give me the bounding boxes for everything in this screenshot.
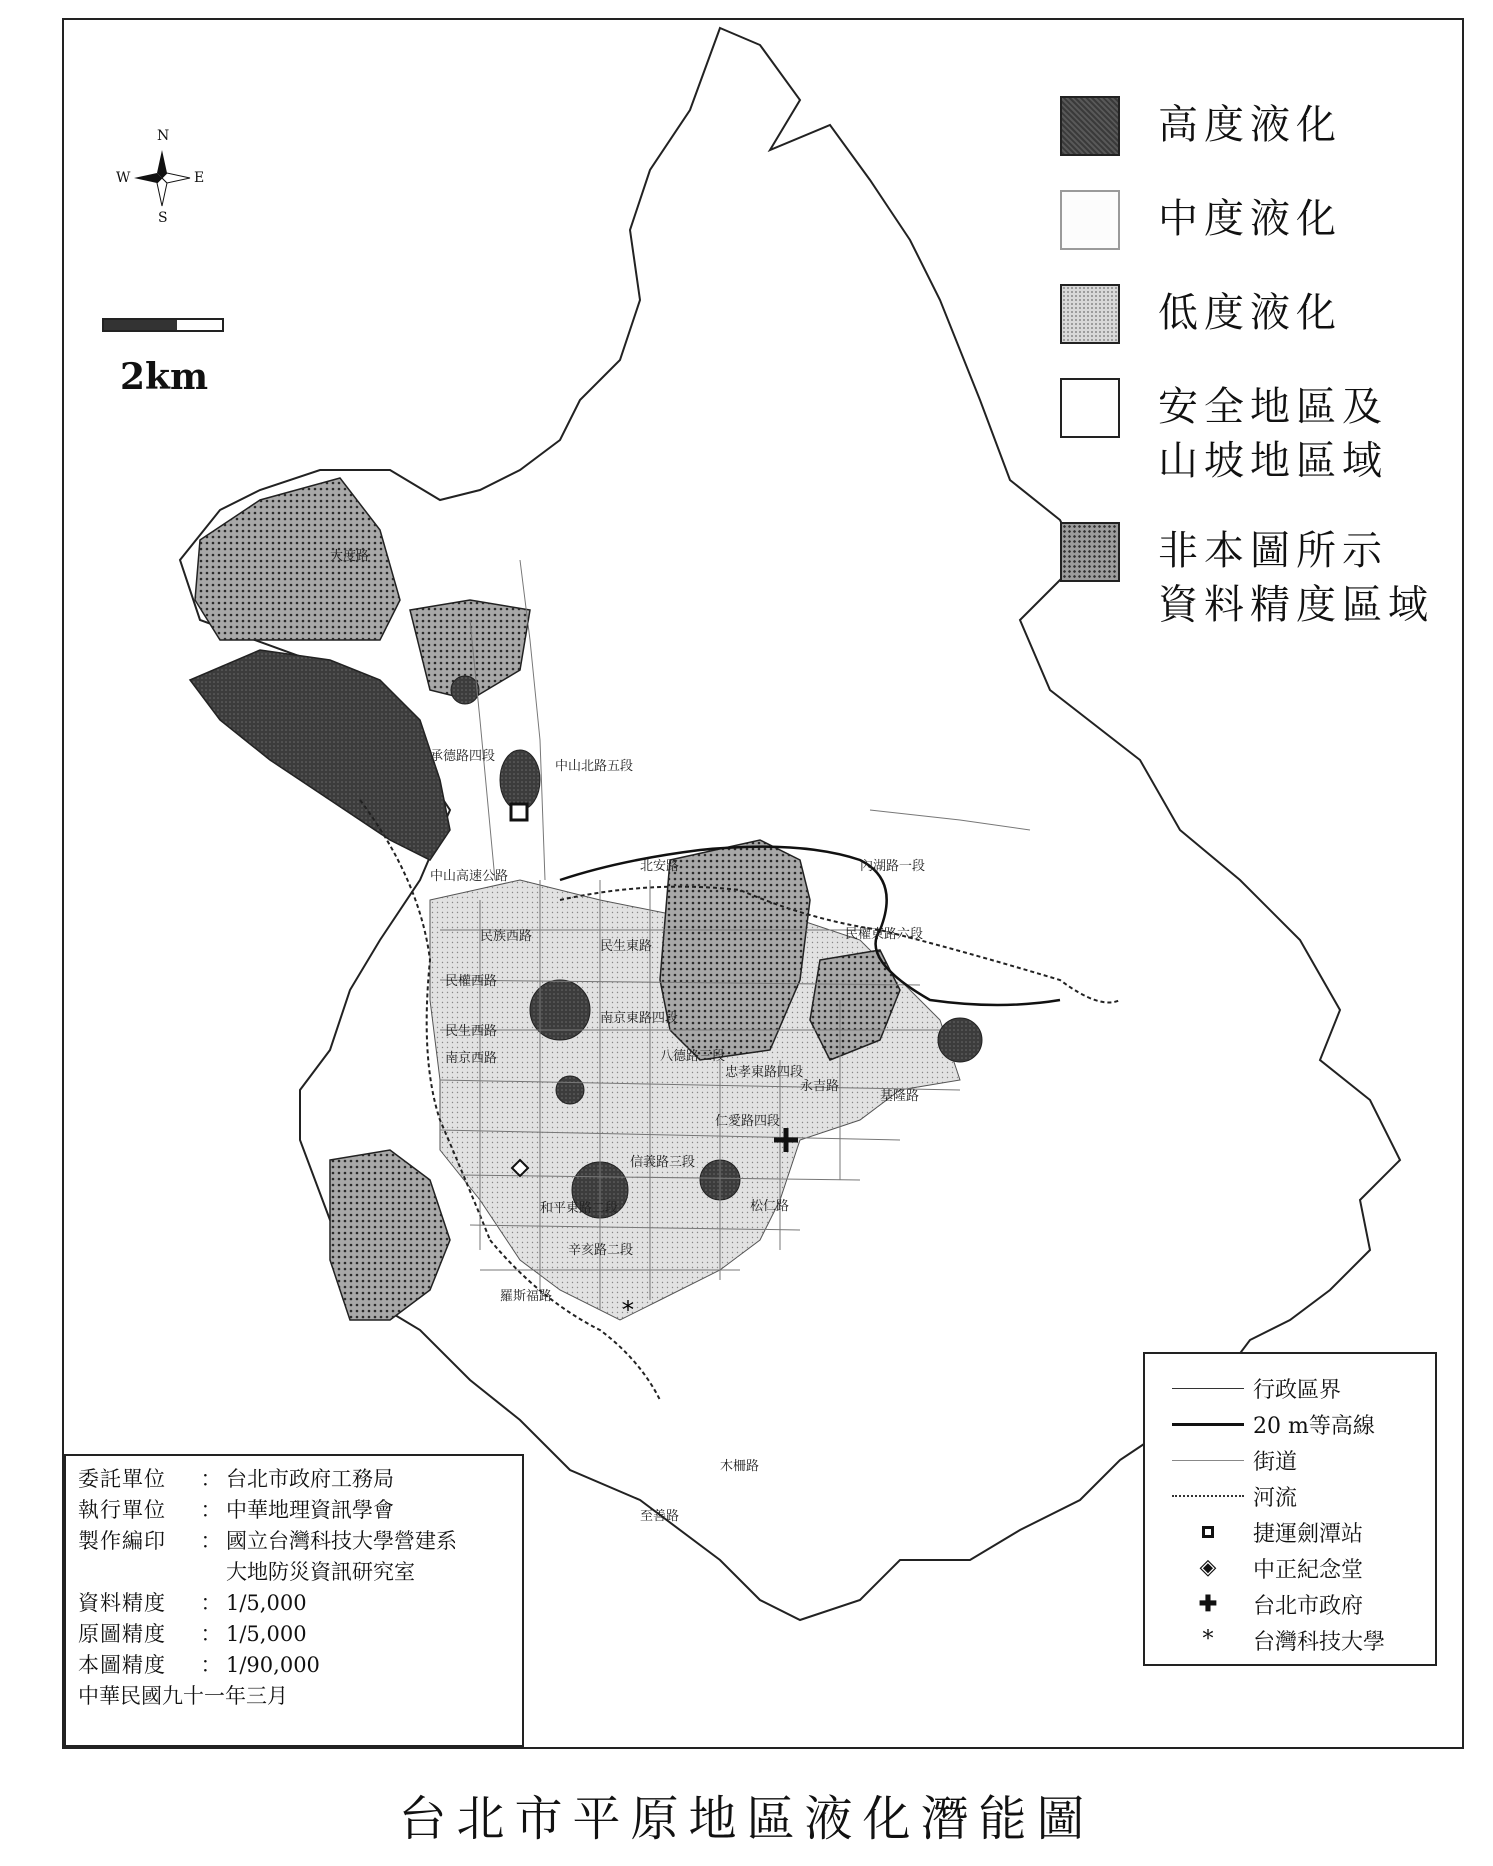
street-label: 南京東路四段 — [600, 1011, 679, 1026]
credit-row: 資料精度 ： 1/5,000 — [78, 1588, 510, 1619]
symbol-legend — [1143, 1352, 1437, 1666]
scale-label: 2km — [120, 356, 209, 398]
street-label: 民權西路 — [445, 974, 498, 989]
legend-item-safe — [1060, 378, 1460, 488]
symbol-label: 行政區界 — [1253, 1377, 1342, 1403]
legend-label: 中度液化 — [1158, 196, 1342, 242]
cross-icon: ✚ — [1198, 1591, 1218, 1617]
legend-swatch-low — [1060, 284, 1120, 344]
symbol-label: 捷運劍潭站 — [1253, 1521, 1364, 1547]
street-label: 大度路 — [330, 549, 370, 564]
legend-item-out-of-scope — [1060, 522, 1460, 632]
credit-key: 製作編印 — [78, 1529, 166, 1553]
legend-item-medium — [1060, 190, 1460, 250]
asterisk-icon: * — [1202, 1627, 1214, 1652]
symbol-label: 河流 — [1253, 1485, 1298, 1511]
street-label: 內湖路一段 — [860, 859, 926, 874]
street-label: 至善路 — [640, 1509, 680, 1524]
contour-line-icon — [1172, 1423, 1244, 1426]
street-label: 和平東路二段 — [540, 1201, 619, 1216]
scale-bar — [102, 318, 224, 332]
compass-east: E — [194, 170, 205, 186]
legend-item-low — [1060, 284, 1460, 344]
diamond-icon: ◈ — [1199, 1555, 1217, 1580]
compass-north: N — [157, 128, 170, 144]
symbol-label: 街道 — [1253, 1449, 1298, 1475]
credit-key: 本圖精度 — [78, 1653, 166, 1677]
credit-value: 國立台灣科技大學營建系 — [226, 1529, 457, 1553]
compass-south: S — [158, 210, 168, 226]
symbol-row — [1163, 1622, 1421, 1658]
mrt-jiantan-marker — [511, 804, 527, 820]
credit-key: 執行單位 — [78, 1498, 166, 1522]
symbol-row — [1163, 1370, 1421, 1406]
street-label: 承德路四段 — [430, 749, 496, 764]
legend-label: 高度液化 — [1158, 102, 1342, 148]
symbol-row — [1163, 1586, 1421, 1622]
credit-row: 製作編印 ： 國立台灣科技大學營建系 — [78, 1526, 510, 1557]
credit-value: 1/90,000 — [226, 1653, 320, 1677]
map-title: 台北市平原地區液化潛能圖 — [398, 1791, 1095, 1847]
street-label: 松仁路 — [750, 1199, 790, 1214]
street-label: 民權東路六段 — [845, 927, 924, 942]
symbol-row — [1163, 1406, 1421, 1442]
street-label: 忠孝東路四段 — [725, 1065, 804, 1080]
compass-west: W — [116, 170, 131, 186]
credit-date: 中華民國九十一年三月 — [78, 1684, 288, 1708]
street-label: 南京西路 — [445, 1051, 498, 1066]
symbol-row — [1163, 1514, 1421, 1550]
street-label: 羅斯福路 — [500, 1289, 553, 1304]
credit-row: 委託單位 ： 台北市政府工務局 — [78, 1464, 510, 1495]
street-label: 永吉路 — [800, 1079, 840, 1094]
symbol-label: 20 m等高線 — [1253, 1413, 1375, 1439]
credit-value: 1/5,000 — [226, 1591, 307, 1615]
symbol-label: 台北市政府 — [1253, 1593, 1364, 1619]
credit-value: 中華地理資訊學會 — [226, 1498, 394, 1522]
street-label: 仁愛路四段 — [715, 1114, 781, 1129]
compass — [112, 128, 212, 228]
symbol-row — [1163, 1478, 1421, 1514]
symbol-label: 台灣科技大學 — [1253, 1629, 1386, 1655]
street-label: 民生西路 — [445, 1024, 498, 1039]
street-label: 中山北路五段 — [555, 759, 634, 774]
symbol-label: 中正紀念堂 — [1253, 1557, 1364, 1583]
credit-row: 原圖精度 ： 1/5,000 — [78, 1619, 510, 1650]
credit-key: 資料精度 — [78, 1591, 166, 1615]
street-label: 北安路 — [640, 859, 680, 874]
credit-key: 原圖精度 — [78, 1622, 166, 1646]
river-line-icon — [1172, 1495, 1244, 1497]
square-icon — [1202, 1526, 1214, 1538]
credits-box — [64, 1454, 524, 1747]
symbol-row — [1163, 1442, 1421, 1478]
street-label: 基隆路 — [880, 1089, 920, 1104]
street-label: 木柵路 — [720, 1459, 760, 1474]
legend-swatch-out-of-scope — [1060, 522, 1120, 582]
street-label: 信義路三段 — [630, 1155, 696, 1170]
legend-swatch-medium — [1060, 190, 1120, 250]
ntust-marker: * — [622, 1296, 634, 1324]
symbol-row — [1163, 1550, 1421, 1586]
credit-value: 大地防災資訊研究室 — [226, 1560, 415, 1584]
street-label: 中山高速公路 — [430, 869, 509, 884]
street-label: 八德路三段 — [660, 1049, 726, 1064]
street-label: 辛亥路二段 — [568, 1243, 634, 1258]
map-legend — [1060, 96, 1460, 666]
credit-key: 委託單位 — [78, 1467, 166, 1491]
credit-value: 1/5,000 — [226, 1622, 307, 1646]
legend-label: 安全地區及 山坡地區域 — [1158, 384, 1388, 484]
legend-item-high — [1060, 96, 1460, 156]
legend-swatch-high — [1060, 96, 1120, 156]
legend-label: 非本圖所示 資料精度區域 — [1158, 528, 1434, 628]
street-label: 民生東路 — [600, 939, 653, 954]
credit-row: 執行單位 ： 中華地理資訊學會 — [78, 1495, 510, 1526]
boundary-line-icon — [1172, 1388, 1244, 1389]
legend-label: 低度液化 — [1158, 290, 1342, 336]
credit-row: 本圖精度 ： 1/90,000 — [78, 1650, 510, 1681]
legend-swatch-safe — [1060, 378, 1120, 438]
street-label: 民族西路 — [480, 929, 533, 944]
credit-value: 台北市政府工務局 — [226, 1467, 394, 1491]
street-line-icon — [1172, 1460, 1244, 1461]
